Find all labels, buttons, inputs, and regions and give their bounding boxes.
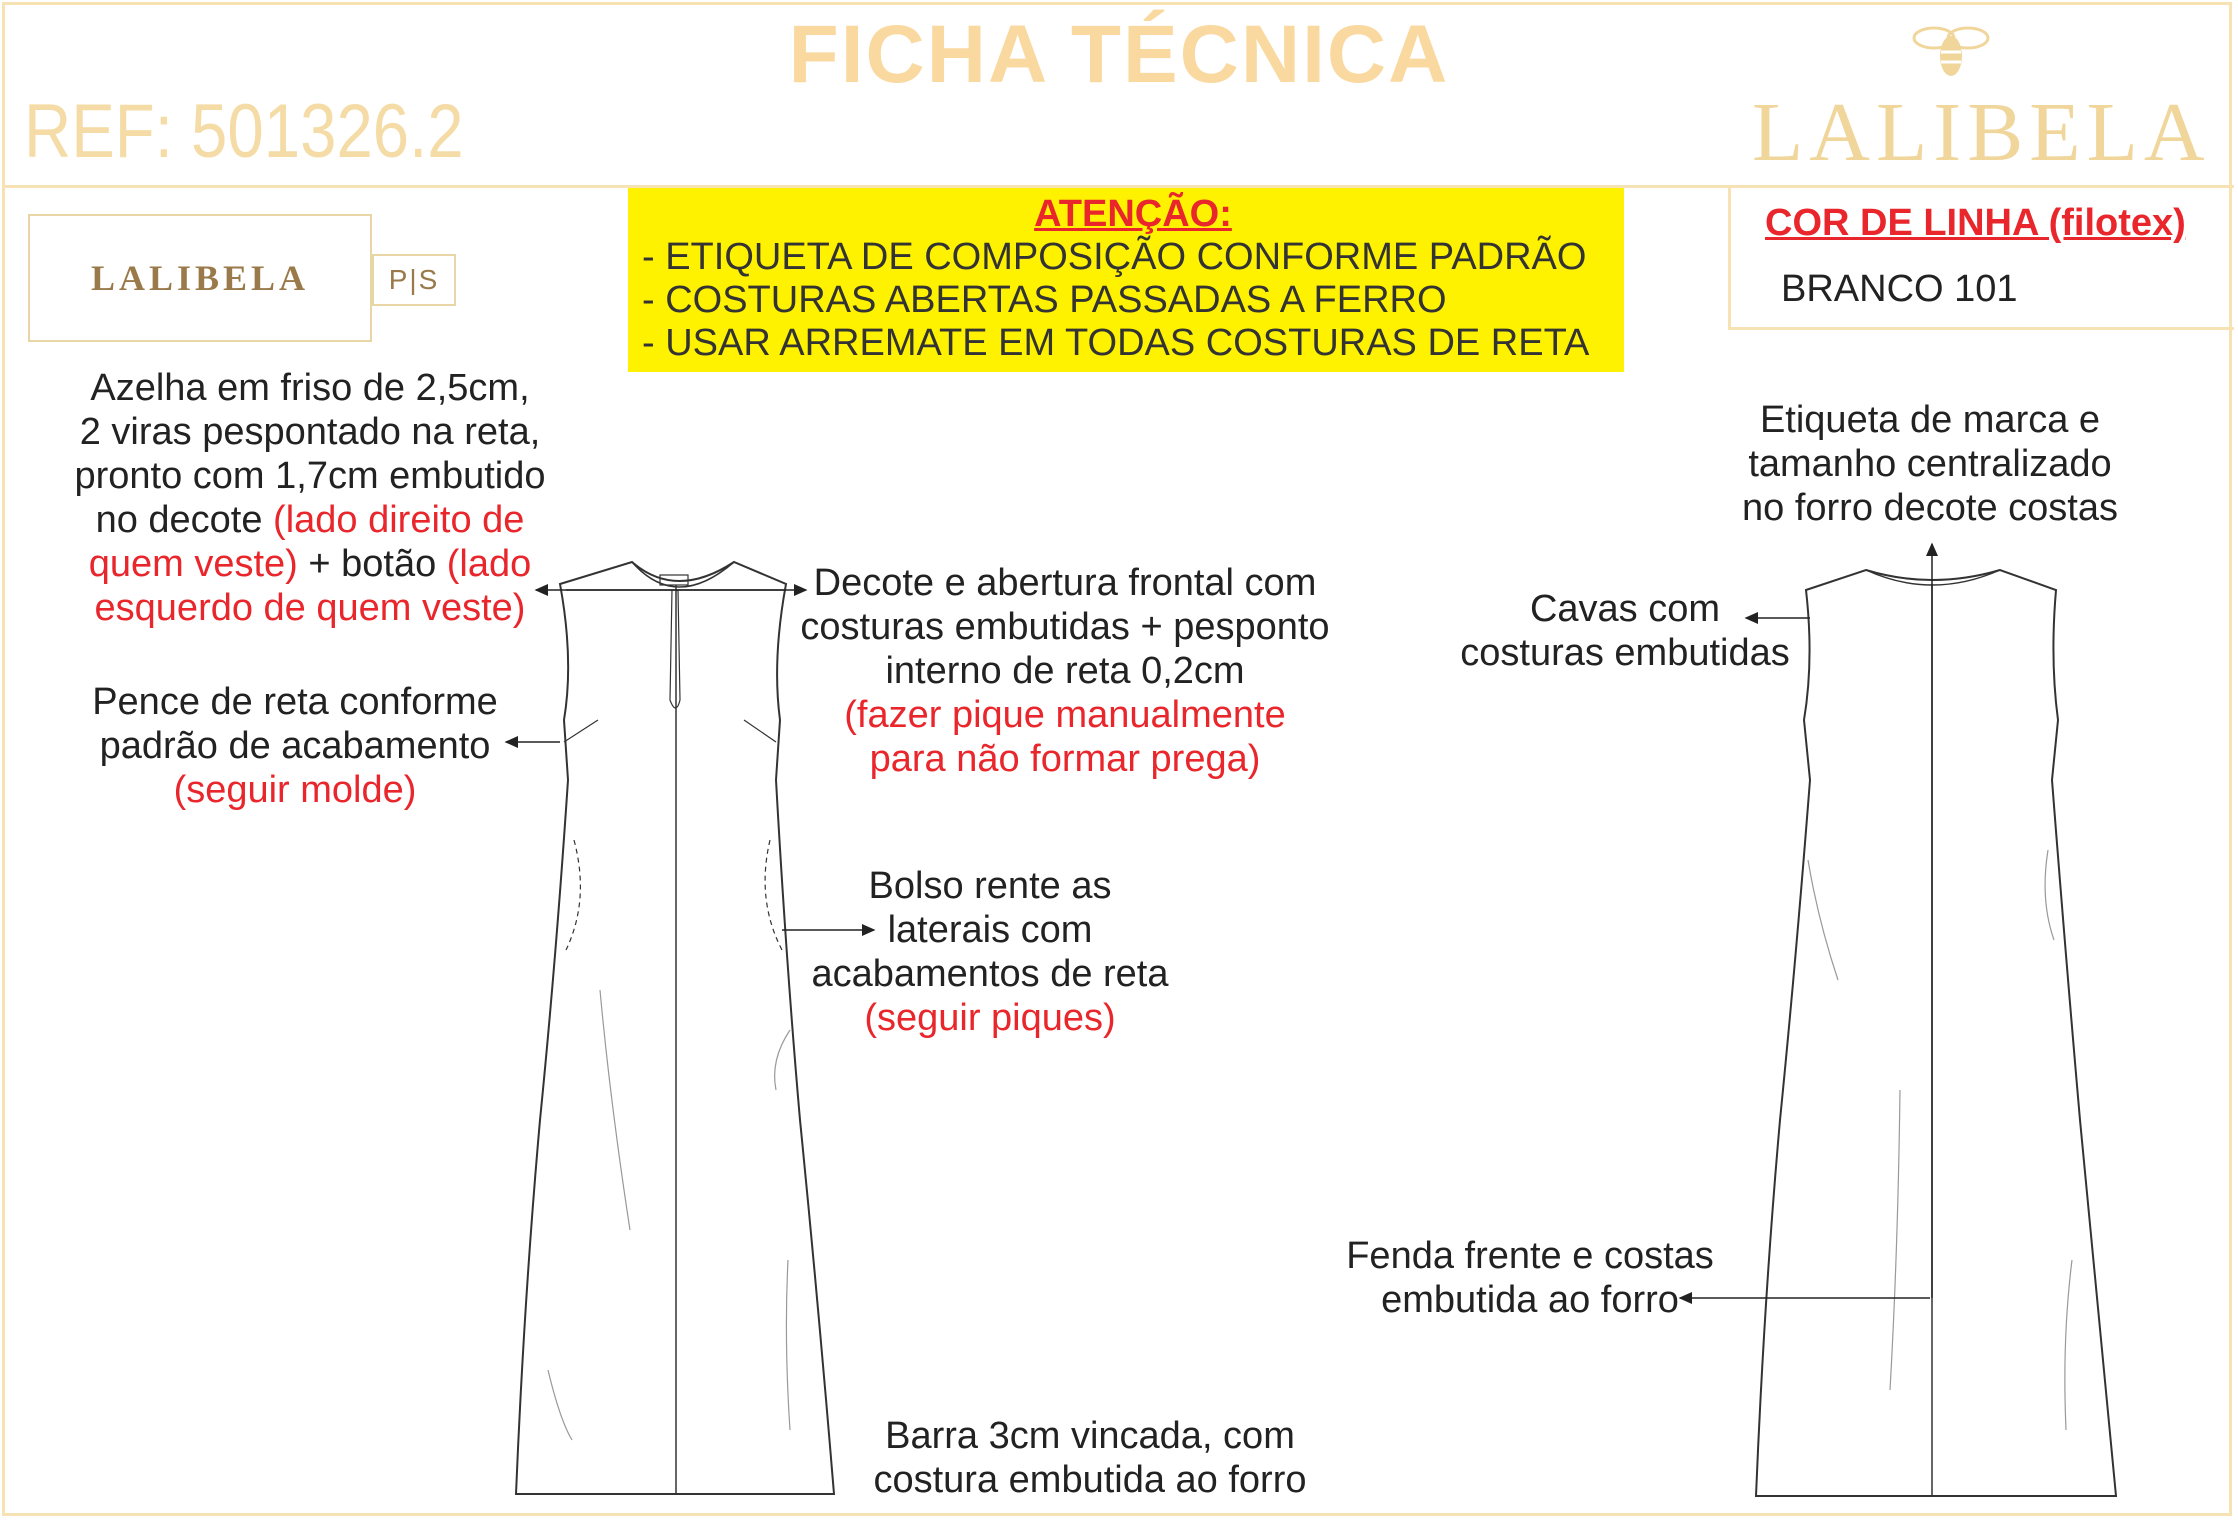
etiqueta-note: Etiqueta de marca e tamanho centralizado no forro decote costas [1742, 399, 2118, 529]
fenda-note: Fenda frente e costas embutida ao forro [1346, 1235, 1714, 1321]
page-title: FICHA TÉCNICA [788, 9, 1450, 100]
brand-logo: LALIBELA [1752, 86, 2211, 179]
azelha-note: Azelha em friso de 2,5cm, 2 viras pespontado na reta, pronto com 1,7cm embutido no decote (lado direito de quem veste) + botão (lado esquerdo de quem veste) [74, 367, 546, 629]
brand-label-sample: LALIBELA [28, 214, 372, 342]
front-dress-drawing [516, 562, 834, 1494]
thread-color-title: COR DE LINHA (filotex) [1765, 202, 2186, 244]
thread-color-value: BRANCO 101 [1781, 268, 2018, 310]
decote-note: Decote e abertura frontal com costuras embutidas + pesponto interno de reta 0,2cm (fazer pique manualmente para não formar prega) [800, 562, 1330, 780]
reference-code: REF: 501326.2 [24, 89, 464, 174]
barra-note: Barra 3cm vincada, com costura embutida ao forro [873, 1415, 1307, 1501]
attention-line: - ETIQUETA DE COMPOSIÇÃO CONFORME PADRÃO [642, 236, 1587, 278]
pence-note: Pence de reta conforme padrão de acabamento (seguir molde) [92, 681, 498, 811]
size-label-sample: P|S [372, 254, 456, 306]
cavas-note: Cavas com costuras embutidas [1460, 588, 1790, 674]
bolso-note: Bolso rente as laterais com acabamentos de reta (seguir piques) [811, 865, 1169, 1039]
back-dress-drawing [1756, 570, 2116, 1496]
attention-line: - USAR ARREMATE EM TODAS COSTURAS DE RETA [642, 322, 1590, 364]
attention-title: ATENÇÃO: [1034, 193, 1232, 235]
attention-line: - COSTURAS ABERTAS PASSADAS A FERRO [642, 279, 1447, 321]
annotation-arrows [506, 544, 1932, 1298]
